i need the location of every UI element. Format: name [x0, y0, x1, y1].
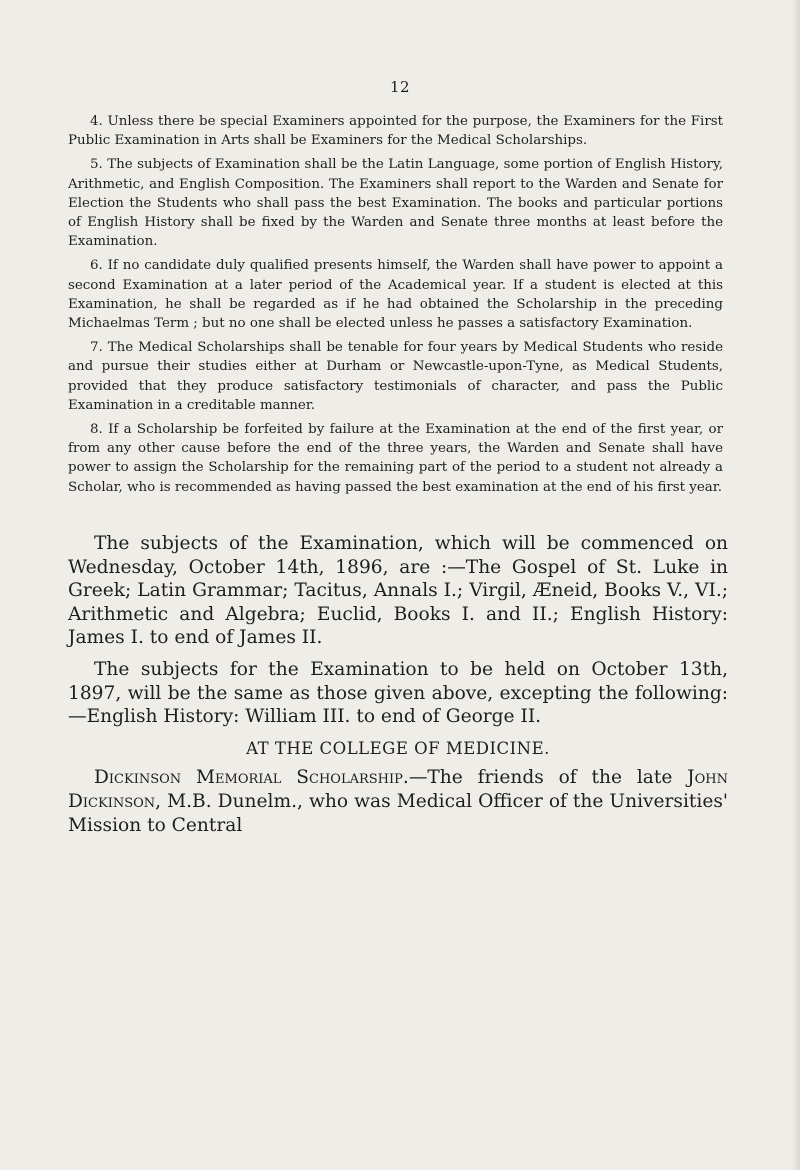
dickinson-text-a: —The friends of the late — [408, 767, 673, 789]
regulation-number: 4. — [90, 114, 103, 129]
dickinson-scholarship — [68, 766, 728, 837]
dickinson-text-b: M.B. Dunelm., who was Medical Officer of the Universities' Mission to Central — [68, 790, 728, 836]
regulation-number: 7. — [90, 340, 103, 356]
regulation-text: If a Scholarship be forfeited by failure at the Examination at the end of the first year, or from any other cause before the end of the three years, the Warden and Senate shall have power to assign the Scholarship for the remaining part of the period to a student not already a Scholar, who is recommended as having passed the best examination at the end of his first year. — [68, 422, 724, 495]
regulation-number: 5. — [90, 157, 103, 173]
page-number: 12 — [389, 78, 411, 96]
regulations-block — [68, 112, 723, 502]
regulation-text: The Medical Scholarships shall be tenable for four years by Medical Students who reside and pursue their studies either at Durham or Newcastle-upon-Tyne, as Medical Students, provided that they produce satisfactory testimonials of character, and pass the Public Examination in a creditable manner. — [68, 340, 723, 413]
regulation-number: 8. — [90, 422, 103, 438]
page-edge-shadow — [792, 0, 800, 1170]
regulation-7 — [68, 338, 723, 415]
regulation-text: The subjects of Examination shall be the Latin Language, some portion of English History, Arithmetic, and English Composition. The Examiners shall report to the Warden and Senate for Election the Students who shall pass the best Examination. The books and particular portions of English History shall be fixed by the Warden and Senate three months at least before the Examination. — [68, 157, 723, 250]
regulation-text: Unless there be special Examiners appointed for the purpose, the Examiners for the First Public Examination in Arts shall be Examiners for the Medical Scholarships. — [68, 114, 723, 149]
dickinson-title: Dickinson Memorial Scholarship. — [94, 767, 409, 789]
regulation-text: If no candidate duly qualified presents himself, the Warden shall have power to appoint a second Examination at a later period of the Academical year. If a student is elected at this Examination, he shall be regarded as if he had obtained the Scholarship in the preceding Michaelmas Term ; but no one shall be elected unless he passes a satisfactory Examination. — [68, 258, 723, 332]
dickinson-name: John Dickinson, — [68, 767, 728, 812]
notice-1897: The subjects for the Examination to be held on October 13th, 1897, will be the same as those given above, excepting the following:—English History: William III. to end of George II. — [68, 658, 728, 728]
regulation-5 — [68, 155, 723, 251]
section-heading: AT THE COLLEGE OF MEDICINE. — [246, 738, 550, 758]
regulation-number: 6. — [90, 258, 103, 274]
regulation-8 — [68, 420, 723, 497]
regulation-6 — [68, 256, 723, 333]
regulation-4 — [68, 112, 723, 150]
notice-1896: The subjects of the Examination, which will be commenced on Wednesday, October 14th, 1896, are :—The Gospel of St. Luke in Greek; Latin Grammar; Tacitus, Annals I.; Virgil, Æneid, Books V., VI.; Arithmetic and Algebra; Euclid, Books I. and II.; English History: James I. to end of James II. — [68, 533, 728, 649]
examination-notices — [68, 532, 728, 845]
